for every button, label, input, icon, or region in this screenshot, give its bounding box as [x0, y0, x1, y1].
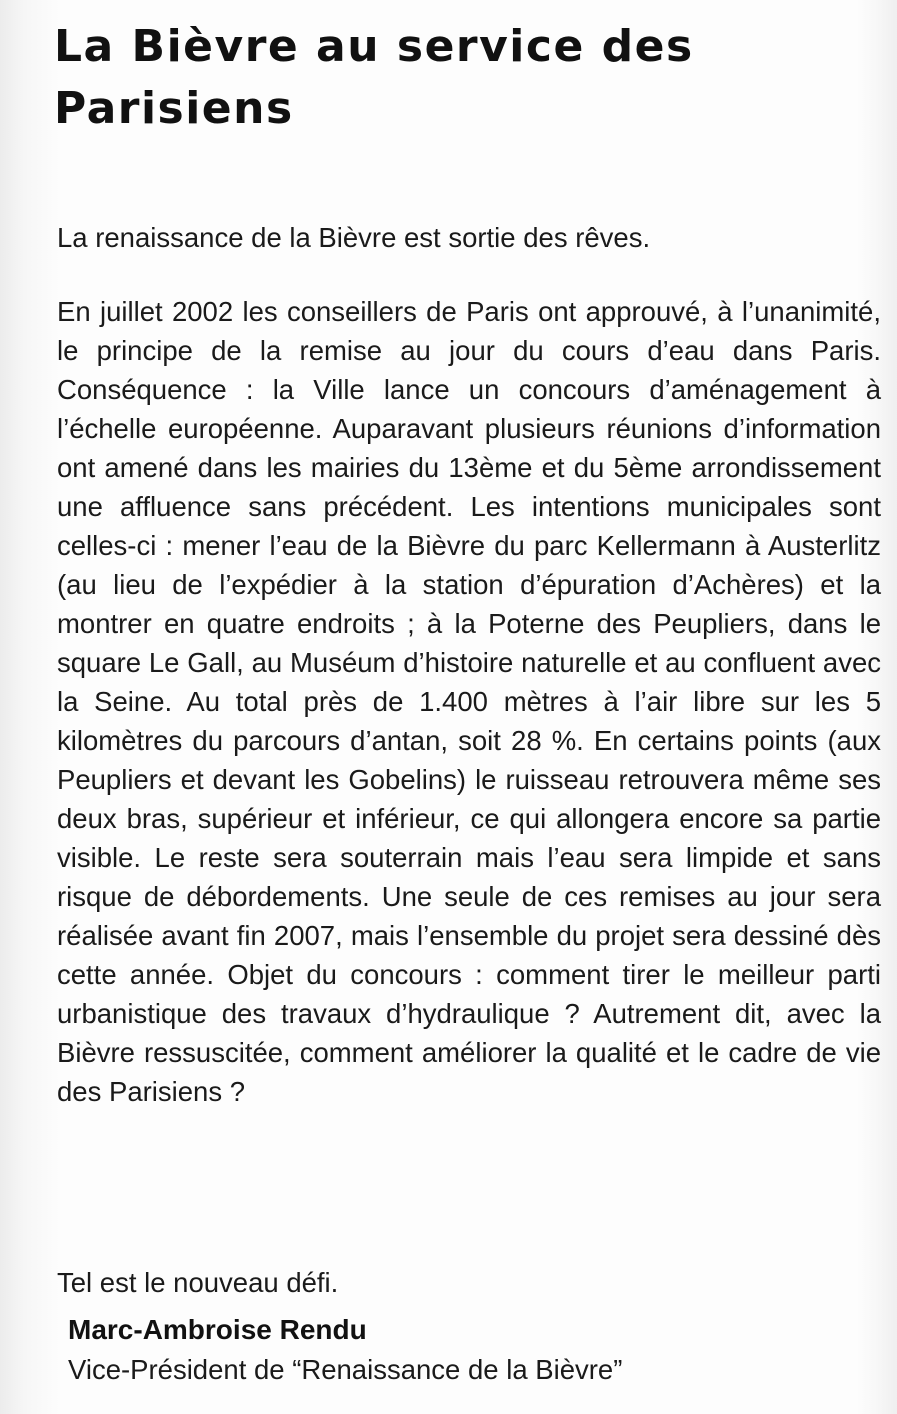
article-body: En juillet 2002 les conseillers de Paris ont approuvé, à l’unanimité, le principe de la remise au jour du cours d’eau dans Paris. Conséquence : la Ville lance un concours d’aménagement à l’échelle européenne. Auparavant plusieurs réunions d’information ont amené dans les mairies du 13ème et du 5ème arrondissement une affluence sans précédent. Les intentions municipales sont celles-ci : mener l’eau de la Bièvre du parc Kellermann à Austerlitz (au lieu de l’expédier à la station d’épuration d’Achères) et la montrer en quatre endroits ; à la Poterne des Peupliers, dans le square Le Gall, au Muséum d’histoire naturelle et au confluent avec la Seine. Au total près de 1.400 mètres à l’air libre sur les 5 kilomètres du parcours d’antan, soit 28 %. En certains points (aux Peupliers et devant les Gobelins) le ruisseau retrouvera même ses deux bras, supérieur et inférieur, ce qui allongera encore sa partie visible. Le reste sera souterrain mais l’eau sera limpide et sans risque de débordements. Une seule de ces remises au jour sera réalisée avant fin 2007, mais l’ensemble du projet sera dessiné dès cette année. Objet du concours : comment tirer le meilleur parti urbanistique des travaux d’hydraulique ? Autrement dit, avec la Bièvre ressuscitée, comment améliorer la qualité et le cadre de vie des Parisiens ? — [57, 296, 881, 1107]
article-closing: Tel est le nouveau défi. — [57, 1267, 339, 1298]
page-shadow-left — [0, 0, 60, 1414]
author-name: Marc-Ambroise Rendu — [68, 1314, 367, 1345]
article-lead: La renaissance de la Bièvre est sortie des rêves. — [57, 222, 651, 253]
author-role: Vice-Président de “Renaissance de la Bièvre” — [68, 1354, 623, 1385]
article-title: La Bièvre au service des Parisiens — [54, 21, 694, 134]
